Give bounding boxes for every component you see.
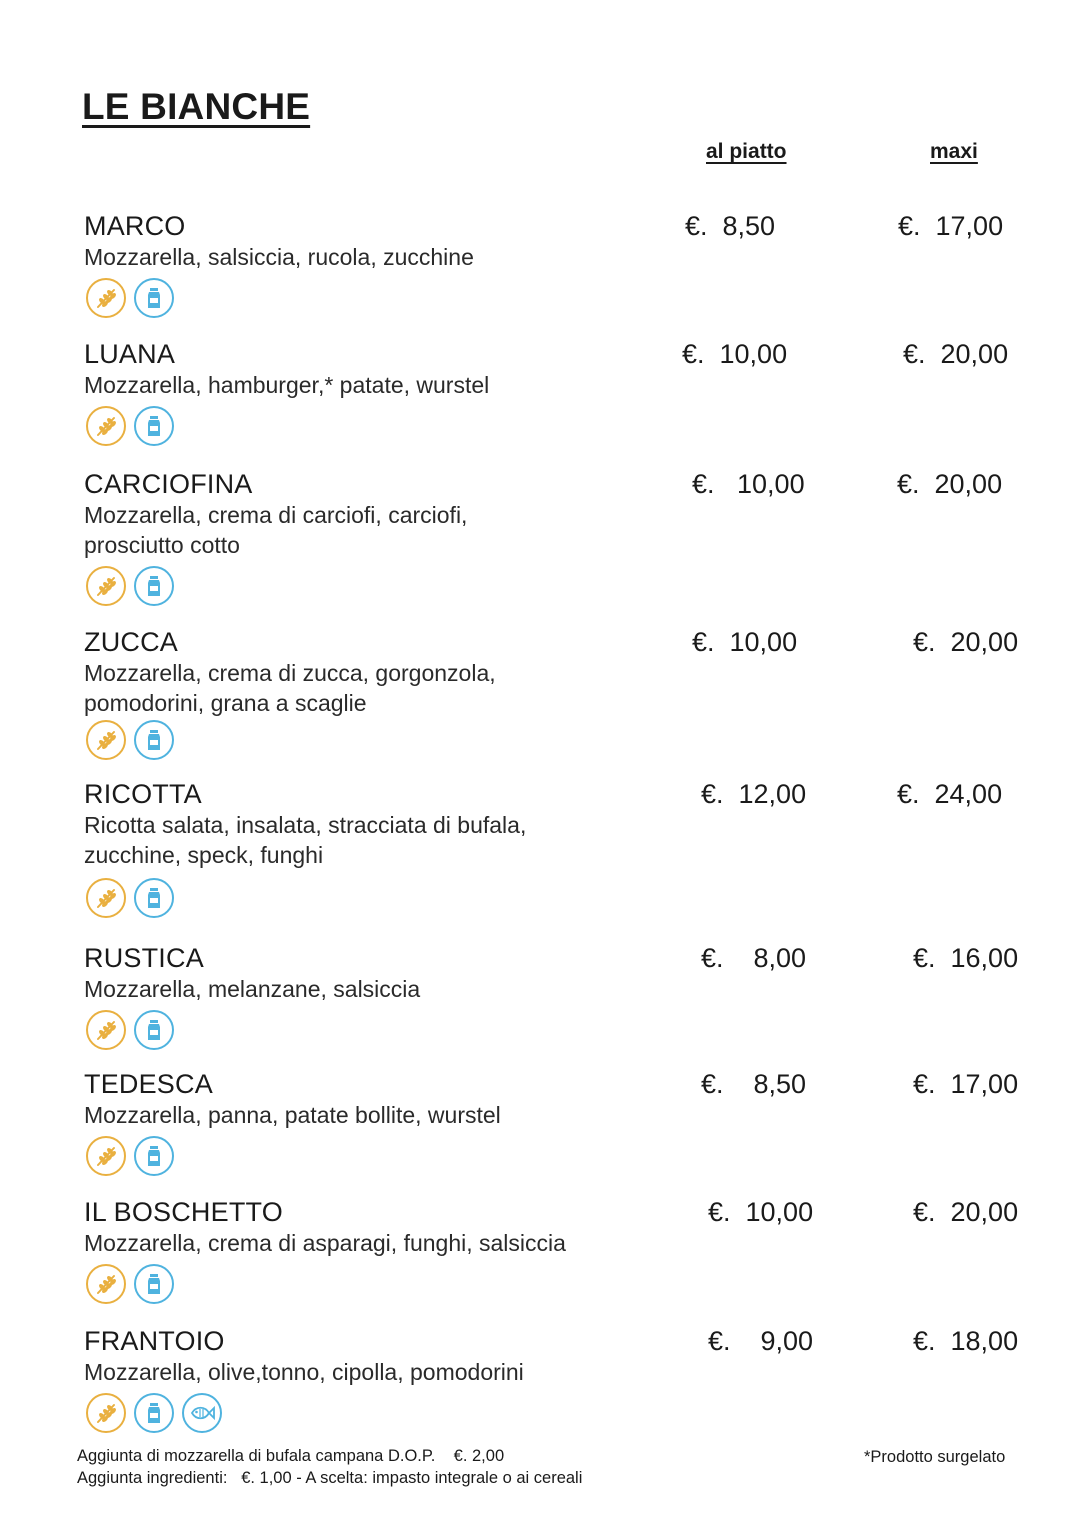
item-name: LUANA xyxy=(84,339,176,369)
allergen-icons xyxy=(86,1136,1044,1176)
price-al-piatto: €. 10,00 xyxy=(682,339,788,369)
menu-item xyxy=(84,778,1044,918)
price-al-piatto: €. 10,00 xyxy=(708,1197,814,1227)
menu-item xyxy=(84,1325,1044,1433)
wheat-icon xyxy=(86,1393,126,1433)
wheat-icon xyxy=(86,1264,126,1304)
fish-icon xyxy=(182,1393,222,1433)
allergen-icons xyxy=(86,1010,1044,1050)
price-maxi: €. 20,00 xyxy=(913,1197,1019,1227)
allergen-icons xyxy=(86,1264,1044,1304)
allergen-icons xyxy=(86,278,1044,318)
price-maxi: €. 16,00 xyxy=(913,943,1019,973)
section-title: LE BIANCHE xyxy=(82,86,311,127)
footer-ingredients-note: Aggiunta ingredienti: €. 1,00 - A scelta: impasto integrale o ai cereali xyxy=(77,1469,583,1487)
item-description: Mozzarella, melanzane, salsiccia xyxy=(84,976,421,1002)
milk-icon xyxy=(134,1010,174,1050)
item-description: Mozzarella, panna, patate bollite, wurstel xyxy=(84,1102,501,1128)
menu-item xyxy=(84,1068,1044,1176)
milk-icon xyxy=(134,878,174,918)
price-maxi: €. 20,00 xyxy=(903,339,1009,369)
price-maxi: €. 17,00 xyxy=(898,211,1004,241)
allergen-icons xyxy=(86,720,1044,760)
item-description: Mozzarella, salsiccia, rucola, zucchine xyxy=(84,244,474,270)
price-al-piatto: €. 8,50 xyxy=(685,211,776,241)
item-name: TEDESCA xyxy=(84,1069,213,1099)
price-maxi: €. 24,00 xyxy=(897,779,1003,809)
milk-icon xyxy=(134,1136,174,1176)
wheat-icon xyxy=(86,720,126,760)
menu-item xyxy=(84,1196,1044,1304)
price-maxi: €. 17,00 xyxy=(913,1069,1019,1099)
milk-icon xyxy=(134,566,174,606)
item-name: MARCO xyxy=(84,211,186,241)
milk-icon xyxy=(134,1393,174,1433)
item-name: IL BOSCHETTO xyxy=(84,1197,283,1227)
menu-item xyxy=(84,210,1044,318)
item-description: Mozzarella, hamburger,* patate, wurstel xyxy=(84,372,490,398)
wheat-icon xyxy=(86,566,126,606)
item-name: RICOTTA xyxy=(84,779,202,809)
item-description: Mozzarella, crema di carciofi, carciofi, prosciutto cotto xyxy=(84,502,468,558)
allergen-icons xyxy=(86,1393,1044,1433)
price-al-piatto: €. 8,50 xyxy=(701,1069,807,1099)
wheat-icon xyxy=(86,278,126,318)
allergen-icons xyxy=(86,878,1044,918)
item-description: Mozzarella, crema di zucca, gorgonzola, pomodorini, grana a scaglie xyxy=(84,660,496,716)
item-name: CARCIOFINA xyxy=(84,469,253,499)
item-description: Ricotta salata, insalata, stracciata di bufala, zucchine, speck, funghi xyxy=(84,812,527,868)
milk-icon xyxy=(134,406,174,446)
menu-item xyxy=(84,468,1044,606)
milk-icon xyxy=(134,720,174,760)
price-maxi: €. 20,00 xyxy=(897,469,1003,499)
wheat-icon xyxy=(86,1136,126,1176)
price-al-piatto: €. 10,00 xyxy=(692,627,798,657)
footer-frozen-note: *Prodotto surgelato xyxy=(864,1448,1006,1466)
menu-item xyxy=(84,942,1044,1050)
price-maxi: €. 20,00 xyxy=(913,627,1019,657)
price-al-piatto: €. 12,00 xyxy=(701,779,807,809)
item-name: ZUCCA xyxy=(84,627,178,657)
item-name: FRANTOIO xyxy=(84,1326,225,1356)
milk-icon xyxy=(134,1264,174,1304)
item-description: Mozzarella, crema di asparagi, funghi, salsiccia xyxy=(84,1230,566,1256)
wheat-icon xyxy=(86,878,126,918)
wheat-icon xyxy=(86,1010,126,1050)
milk-icon xyxy=(134,278,174,318)
item-description: Mozzarella, olive,tonno, cipolla, pomodorini xyxy=(84,1359,524,1385)
column-header-piatto: al piatto xyxy=(706,140,787,163)
wheat-icon xyxy=(86,406,126,446)
footer-bufala-note: Aggiunta di mozzarella di bufala campana D.O.P. €. 2,00 xyxy=(77,1447,505,1465)
menu-item xyxy=(84,338,1044,446)
allergen-icons xyxy=(86,566,1044,606)
column-header-maxi: maxi xyxy=(930,140,978,163)
item-name: RUSTICA xyxy=(84,943,204,973)
allergen-icons xyxy=(86,406,1044,446)
price-al-piatto: €. 10,00 xyxy=(692,469,805,499)
price-maxi: €. 18,00 xyxy=(913,1326,1019,1356)
menu-item xyxy=(84,626,1044,760)
price-al-piatto: €. 9,00 xyxy=(708,1326,814,1356)
price-al-piatto: €. 8,00 xyxy=(701,943,807,973)
